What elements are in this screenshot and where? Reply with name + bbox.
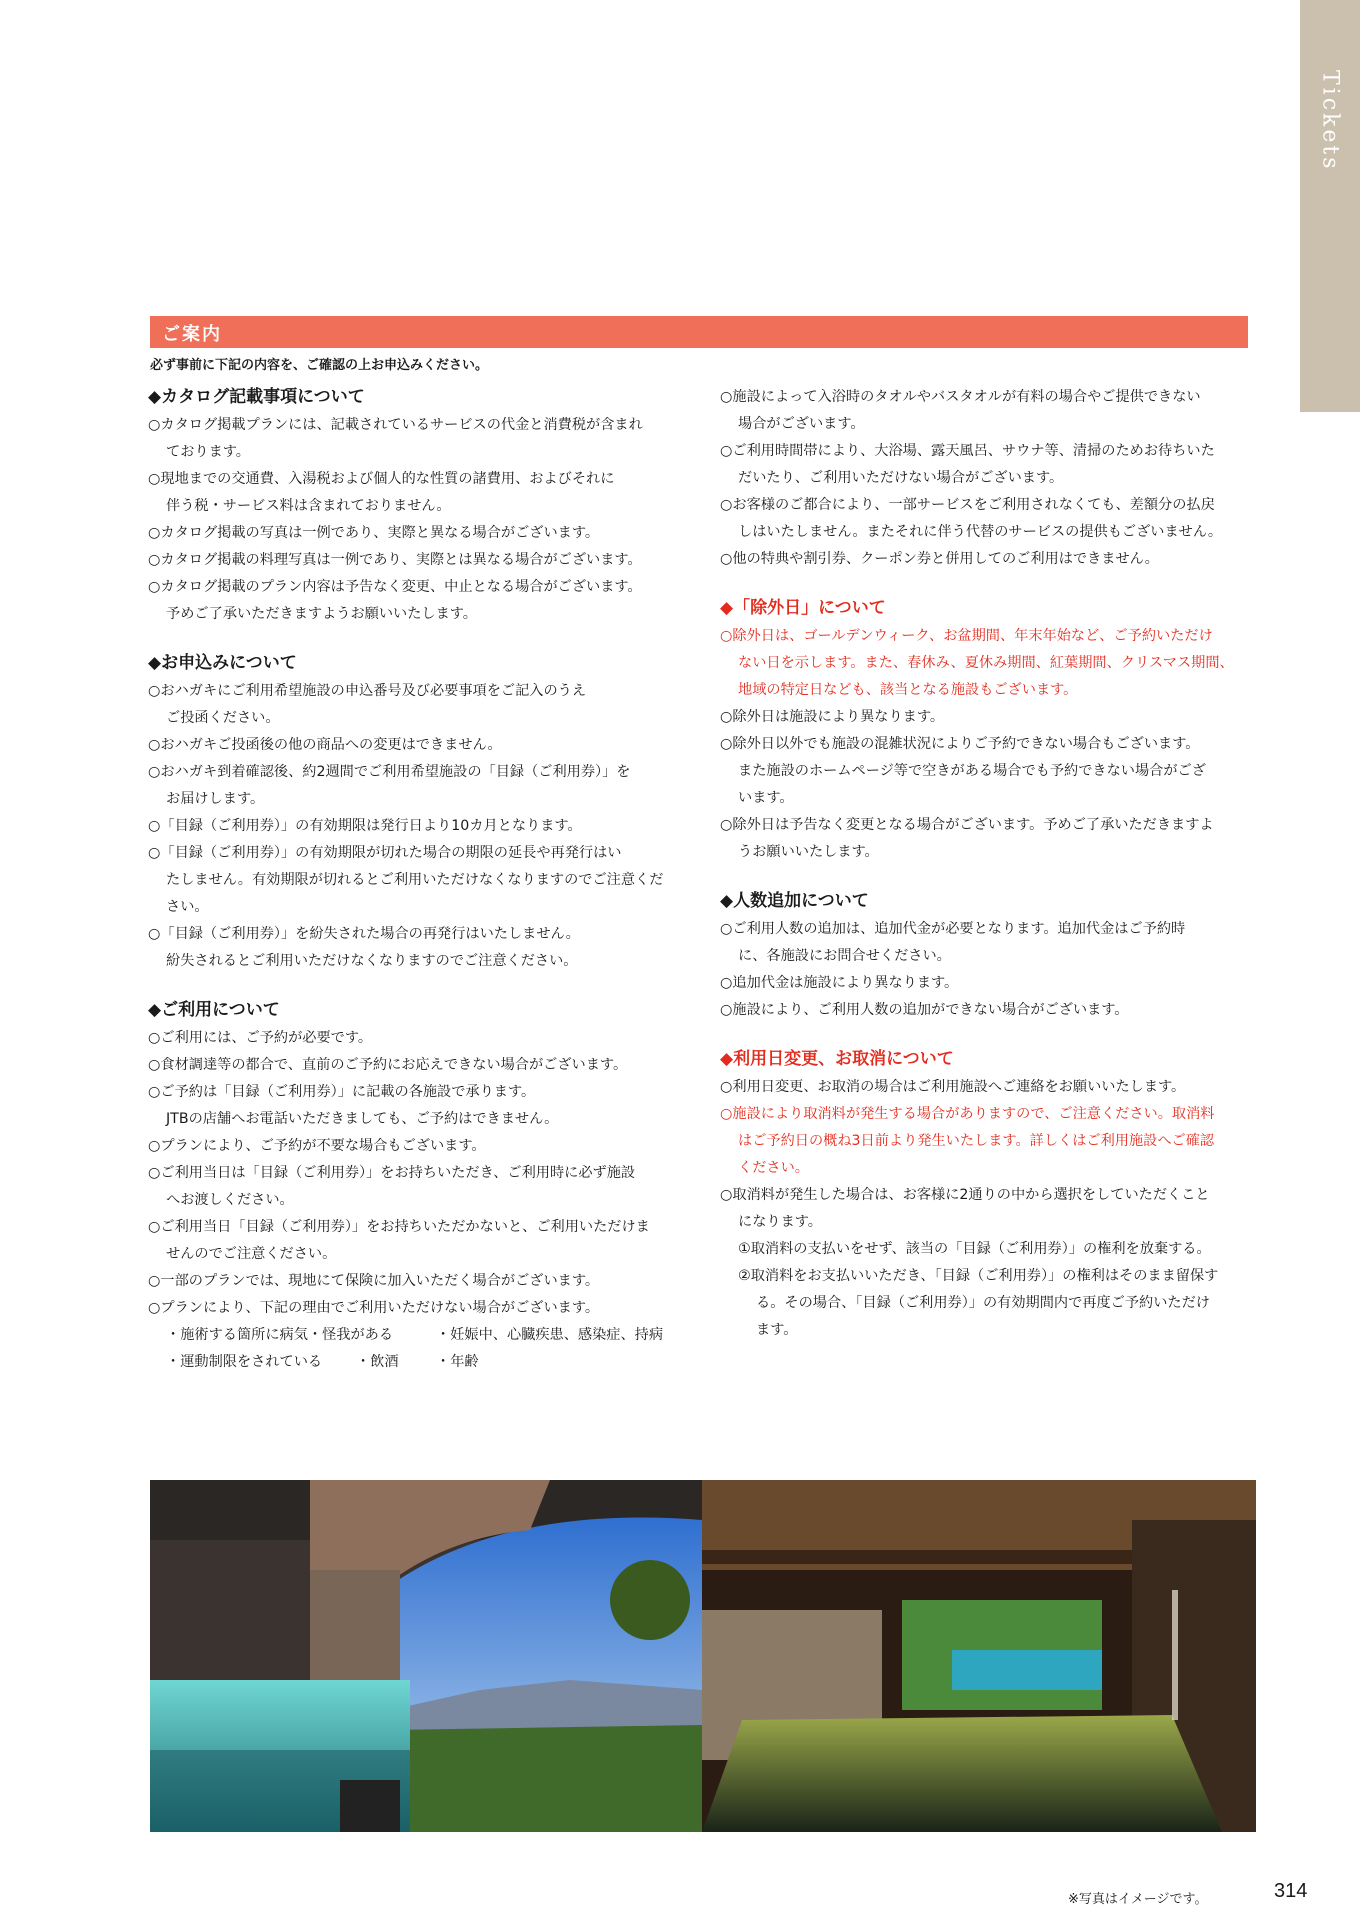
list-item: います。 (738, 790, 794, 806)
list-item: ○食材調達等の都合で、直前のご予約にお応えできない場合がございます。 (148, 1057, 628, 1073)
list-item: さい。 (166, 899, 209, 915)
list-item: 伴う税・サービス料は含まれておりません。 (166, 498, 451, 514)
list-item: ○除外日以外でも施設の混雑状況によりご予約できない場合もございます。 (720, 736, 1200, 752)
list-item: ○ご利用当日「目録（ご利用券）」をお持ちいただかないと、ご利用いただけま (148, 1219, 650, 1235)
section-title: ◆利用日変更、お取消について (720, 1049, 954, 1069)
banner-title: ご案内 (162, 324, 222, 345)
section-exclusion-days (720, 595, 1252, 866)
list-item: お届けします。 (166, 791, 265, 807)
section-title: ◆ご利用について (148, 1000, 280, 1020)
intro-text: 必ず事前に下記の内容を、ご確認の上お申込みください。 (150, 358, 489, 373)
list-item: ①取消料の支払いをせず、該当の「目録（ご利用券）」の権利を放棄する。 (738, 1241, 1211, 1257)
page-number: 314 (1274, 1880, 1308, 1902)
list-item: ○カタログ掲載プランには、記載されているサービスの代金と消費税が含まれ (148, 417, 643, 433)
list-item: ○取消料が発生した場合は、お客様に2通りの中から選択をしていただくこと (720, 1187, 1210, 1203)
list-item: たしません。有効期限が切れるとご利用いただけなくなりますのでご注意くだ (166, 872, 664, 888)
list-item: る。その場合、「目録（ご利用券）」の有効期間内で再度ご予約いただけ (756, 1295, 1210, 1311)
list-item: ○追加代金は施設により異なります。 (720, 975, 959, 991)
list-item: ○ご利用人数の追加は、追加代金が必要となります。追加代金はご予約時 (720, 921, 1186, 937)
section-title: ◆カタログ記載事項について (148, 387, 365, 407)
list-item: ○ご予約は「目録（ご利用券）」に記載の各施設で承ります。 (148, 1084, 536, 1100)
list-item: うお願いいたします。 (738, 844, 879, 860)
list-item: ○一部のプランでは、現地にて保険に加入いただく場合がございます。 (148, 1273, 600, 1289)
list-item: しはいたしません。またそれに伴う代替のサービスの提供もございません。 (738, 524, 1223, 540)
reason: ・飲酒 (356, 1354, 399, 1370)
reason: ・年齢 (436, 1354, 479, 1370)
list-item: はご予約日の概ね3日前より発生いたします。詳しくはご利用施設へご確認 (738, 1133, 1215, 1149)
section-facility (720, 384, 1252, 573)
list-item: ○施設により、ご利用人数の追加ができない場合がございます。 (720, 1002, 1129, 1018)
list-item: へお渡しください。 (166, 1192, 294, 1208)
list-item: ○ご利用当日は「目録（ご利用券）」をお持ちいただき、ご利用時に必ず施設 (148, 1165, 636, 1181)
list-item: ○除外日は施設により異なります。 (720, 709, 945, 725)
section-cancellation (720, 1046, 1252, 1344)
list-item: JTBの店舗へお電話いただきましても、ご予約はできません。 (166, 1111, 559, 1127)
list-item: ない日を示します。また、春休み、夏休み期間、紅葉期間、クリスマス期間、 (738, 655, 1234, 671)
reason: ・妊娠中、心臓疾患、感染症、持病 (436, 1327, 664, 1343)
list-item: ○除外日は予告なく変更となる場合がございます。予めご了承いただきますよ (720, 817, 1214, 833)
section-banner (150, 316, 1248, 348)
list-item: ○プランにより、ご予約が不要な場合もございます。 (148, 1138, 486, 1154)
reason: ・施術する箇所に病気・怪我がある (166, 1327, 394, 1343)
list-item: ○現地までの交通費、入湯税および個人的な性質の諸費用、およびそれに (148, 471, 615, 487)
right-column (720, 384, 1252, 1366)
list-item: ○お客様のご都合により、一部サービスをご利用されなくても、差額分の払戻 (720, 497, 1215, 513)
list-item: ○おハガキご投函後の他の商品への変更はできません。 (148, 737, 502, 753)
onsen-photo-left (150, 1480, 702, 1832)
list-item: ください。 (738, 1160, 809, 1176)
list-item: ○「目録（ご利用券）」を紛失された場合の再発行はいたしません。 (148, 926, 580, 942)
list-item: ○カタログ掲載のプラン内容は予告なく変更、中止となる場合がございます。 (148, 579, 642, 595)
onsen-photo-right (702, 1480, 1256, 1832)
list-item: に、各施設にお問合せください。 (738, 948, 951, 964)
list-item: 場合がございます。 (738, 416, 865, 432)
reason-row (148, 1322, 688, 1349)
section-title: ◆人数追加について (720, 891, 869, 911)
photo-caption: ※写真はイメージです。 (1068, 1892, 1208, 1907)
list-item: 予めご了承いただきますようお願いいたします。 (166, 606, 477, 622)
side-tab (1300, 0, 1360, 412)
list-item: ○おハガキ到着確認後、約2週間でご利用希望施設の「目録（ご利用券）」を (148, 764, 631, 780)
list-item: ○「目録（ご利用券）」の有効期限が切れた場合の期限の延長や再発行はい (148, 845, 622, 861)
list-item: ②取消料をお支払いいただき、「目録（ご利用券）」の権利はそのまま留保す (738, 1268, 1219, 1284)
list-item: ○おハガキにご利用希望施設の申込番号及び必要事項をご記入のうえ (148, 683, 587, 699)
list-item: ○除外日は、ゴールデンウィーク、お盆期間、年末年始など、ご予約いただけ (720, 628, 1213, 644)
list-item: ○利用日変更、お取消の場合はご利用施設へご連絡をお願いいたします。 (720, 1079, 1186, 1095)
photo-strip (150, 1480, 1256, 1832)
list-item: だいたり、ご利用いただけない場合がございます。 (738, 470, 1064, 486)
list-item: ○「目録（ご利用券）」の有効期限は発行日より10カ月となります。 (148, 818, 582, 834)
list-item: ○プランにより、下記の理由でご利用いただけない場合がございます。 (148, 1300, 600, 1316)
list-item: ○他の特典や割引券、クーポン券と併用してのご利用はできません。 (720, 551, 1159, 567)
section-catalog (148, 384, 688, 628)
list-item: ○ご利用には、ご予約が必要です。 (148, 1030, 373, 1046)
reason: ・運動制限をされている (166, 1354, 323, 1370)
list-item: ご投函ください。 (166, 710, 280, 726)
section-usage (148, 997, 688, 1376)
section-add-people (720, 888, 1252, 1024)
list-item: 地域の特定日なども、該当となる施設もございます。 (738, 682, 1078, 698)
list-item: ます。 (756, 1322, 798, 1338)
section-title: ◆お申込みについて (148, 653, 297, 673)
list-item: ております。 (166, 444, 250, 460)
section-title: ◆「除外日」について (720, 598, 886, 618)
side-tab-label: Tickets (1317, 70, 1343, 172)
list-item: ○カタログ掲載の料理写真は一例であり、実際とは異なる場合がございます。 (148, 552, 642, 568)
list-item: ○ご利用時間帯により、大浴場、露天風呂、サウナ等、清掃のためお待ちいた (720, 443, 1215, 459)
reason-row (148, 1349, 688, 1376)
list-item: 紛失されるとご利用いただけなくなりますのでご注意ください。 (166, 953, 578, 969)
list-item: になります。 (738, 1214, 822, 1230)
list-item: ○カタログ掲載の写真は一例であり、実際と異なる場合がございます。 (148, 525, 600, 541)
list-item: また施設のホームページ等で空きがある場合でも予約できない場合がござ (738, 763, 1206, 779)
list-item: ○施設により取消料が発生する場合がありますので、ご注意ください。取消料 (720, 1106, 1215, 1122)
left-column (148, 384, 688, 1398)
list-item: せんのでご注意ください。 (166, 1246, 337, 1262)
section-application (148, 650, 688, 975)
list-item: ○施設によって入浴時のタオルやバスタオルが有料の場合やご提供できない (720, 389, 1201, 405)
